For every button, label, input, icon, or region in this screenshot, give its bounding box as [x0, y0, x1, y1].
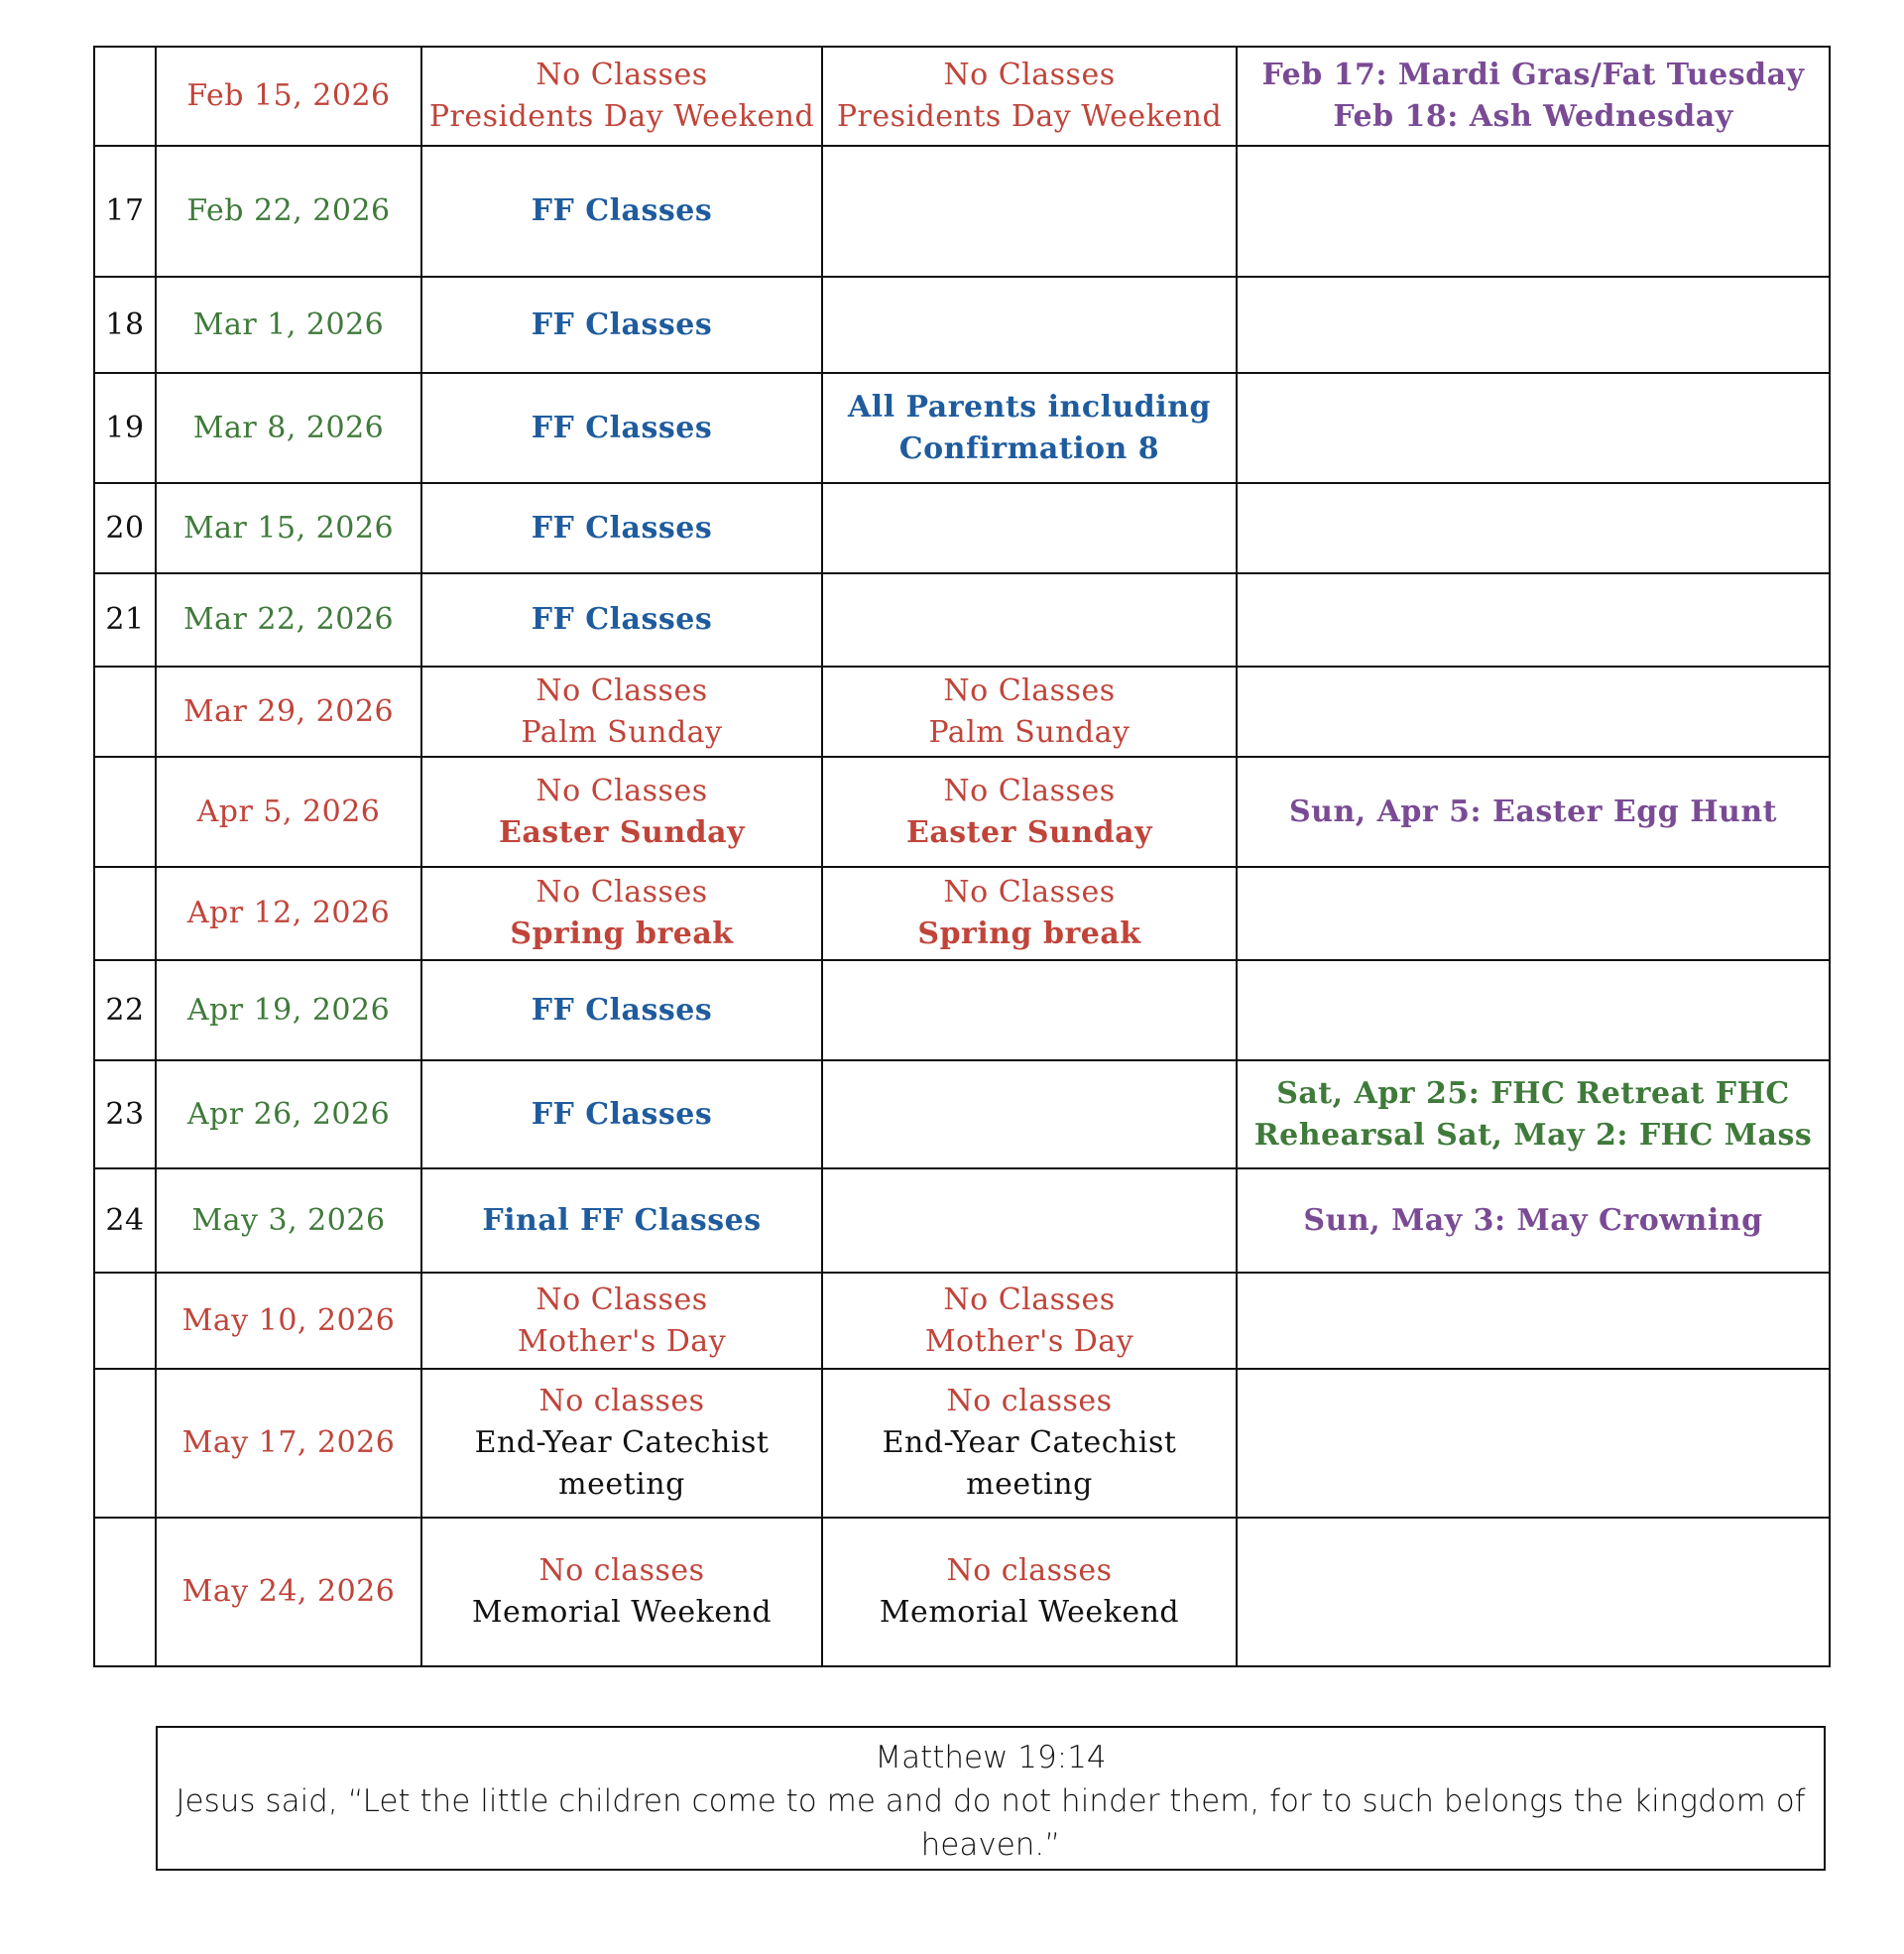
- scripture-quote-box: [156, 1726, 1826, 1871]
- session-date: Mar 8, 2026: [156, 373, 421, 483]
- events-cell: [1237, 1369, 1830, 1518]
- parents-cell: [822, 146, 1237, 277]
- parents-cell: [822, 757, 1237, 867]
- events-cell-line: Rehearsal Sat, May 2: FHC Mass: [1253, 1117, 1813, 1153]
- schedule-row: [94, 757, 1830, 867]
- session-number: [94, 1369, 156, 1518]
- classes-cell-line: meeting: [558, 1467, 685, 1502]
- events-cell: [1237, 373, 1830, 483]
- classes-cell-line: Spring break: [510, 916, 734, 951]
- schedule-row: [94, 1168, 1830, 1273]
- classes-cell-line: No Classes: [536, 672, 708, 708]
- scripture-text-line-2: heaven.”: [920, 1827, 1061, 1863]
- session-number: [94, 1518, 156, 1666]
- parents-cell-line: Memorial Weekend: [879, 1595, 1180, 1630]
- classes-cell: [421, 667, 822, 757]
- parents-cell-line: No Classes: [943, 773, 1116, 808]
- session-number: 17: [94, 146, 156, 277]
- session-date: May 24, 2026: [156, 1518, 421, 1666]
- classes-cell: [421, 1168, 822, 1273]
- parents-cell-line: No Classes: [943, 1282, 1116, 1317]
- events-cell-line: Sat, Apr 25: FHC Retreat FHC: [1276, 1075, 1790, 1111]
- events-cell: [1237, 1518, 1830, 1666]
- parents-cell-line: Confirmation 8: [898, 430, 1160, 466]
- parents-cell-line: All Parents including: [848, 389, 1211, 425]
- parents-cell: [822, 47, 1237, 146]
- events-cell-line: Feb 18: Ash Wednesday: [1333, 99, 1733, 134]
- parents-cell-line: No Classes: [943, 672, 1116, 708]
- classes-cell-line: No classes: [538, 1384, 705, 1418]
- classes-cell: [421, 47, 822, 146]
- classes-cell: [421, 867, 822, 960]
- events-cell: [1237, 757, 1830, 867]
- parents-cell: [822, 573, 1237, 667]
- schedule-row: [94, 146, 1830, 277]
- classes-cell-line: No Classes: [536, 773, 708, 808]
- parents-cell-line: Easter Sunday: [905, 814, 1153, 850]
- classes-cell: [421, 373, 822, 483]
- schedule-row: [94, 960, 1830, 1060]
- parents-cell: [822, 1518, 1237, 1666]
- events-cell-line: Feb 17: Mardi Gras/Fat Tuesday: [1261, 58, 1805, 92]
- parents-cell: [822, 1369, 1237, 1518]
- parents-cell: [822, 1273, 1237, 1369]
- events-cell: [1237, 277, 1830, 373]
- schedule-body: [94, 47, 1830, 1666]
- schedule-row: [94, 373, 1830, 483]
- classes-cell-line: FF Classes: [531, 410, 713, 445]
- classes-cell-line: Palm Sunday: [521, 714, 723, 750]
- schedule-row: [94, 47, 1830, 146]
- events-cell-line: Sun, Apr 5: Easter Egg Hunt: [1288, 794, 1778, 829]
- session-number: [94, 757, 156, 867]
- session-number: [94, 867, 156, 960]
- schedule-row: [94, 1518, 1830, 1666]
- parents-cell: [822, 960, 1237, 1060]
- classes-cell: [421, 1060, 822, 1168]
- session-date: May 17, 2026: [156, 1369, 421, 1518]
- events-cell: [1237, 667, 1830, 757]
- classes-cell-line: Presidents Day Weekend: [428, 99, 815, 134]
- parents-cell: [822, 667, 1237, 757]
- parents-cell-line: Spring break: [917, 916, 1141, 951]
- session-number: [94, 667, 156, 757]
- session-number: [94, 47, 156, 146]
- session-date: Apr 19, 2026: [156, 960, 421, 1060]
- parents-cell: [822, 483, 1237, 573]
- classes-cell: [421, 757, 822, 867]
- parents-cell-line: Palm Sunday: [928, 714, 1130, 750]
- classes-cell: [421, 960, 822, 1060]
- classes-cell: [421, 573, 822, 667]
- parents-cell: [822, 867, 1237, 960]
- classes-cell: [421, 1369, 822, 1518]
- events-cell: [1237, 573, 1830, 667]
- classes-cell-line: FF Classes: [531, 1096, 713, 1132]
- session-date: Apr 5, 2026: [156, 757, 421, 867]
- schedule-row: [94, 667, 1830, 757]
- schedule-row: [94, 483, 1830, 573]
- events-cell: [1237, 483, 1830, 573]
- session-date: May 3, 2026: [156, 1168, 421, 1273]
- scripture-reference: Matthew 19:14: [875, 1740, 1107, 1775]
- classes-cell-line: End-Year Catechist: [474, 1425, 770, 1460]
- events-cell: [1237, 146, 1830, 277]
- session-number: 24: [94, 1168, 156, 1273]
- session-number: 18: [94, 277, 156, 373]
- schedule-row: [94, 867, 1830, 960]
- classes-cell-line: FF Classes: [531, 602, 713, 637]
- session-number: 21: [94, 573, 156, 667]
- parents-cell-line: No Classes: [943, 58, 1116, 92]
- classes-cell: [421, 277, 822, 373]
- session-date: Mar 22, 2026: [156, 573, 421, 667]
- session-date: Mar 15, 2026: [156, 483, 421, 573]
- events-cell: [1237, 47, 1830, 146]
- classes-cell-line: Memorial Weekend: [471, 1595, 773, 1630]
- session-number: 23: [94, 1060, 156, 1168]
- classes-cell-line: Mother's Day: [517, 1323, 727, 1359]
- parents-cell-line: Mother's Day: [924, 1323, 1134, 1359]
- schedule-table: [93, 46, 1831, 1667]
- session-date: Feb 22, 2026: [156, 146, 421, 277]
- parents-cell: [822, 1060, 1237, 1168]
- classes-cell: [421, 1273, 822, 1369]
- classes-cell: [421, 1518, 822, 1666]
- session-date: Feb 15, 2026: [156, 47, 421, 146]
- classes-cell-line: No classes: [538, 1553, 705, 1588]
- parents-cell-line: No classes: [946, 1553, 1113, 1588]
- schedule-row: [94, 573, 1830, 667]
- parents-cell-line: No classes: [946, 1384, 1113, 1418]
- session-date: May 10, 2026: [156, 1273, 421, 1369]
- parents-cell: [822, 277, 1237, 373]
- session-number: 22: [94, 960, 156, 1060]
- events-cell-line: Sun, May 3: May Crowning: [1303, 1202, 1763, 1238]
- events-cell: [1237, 1273, 1830, 1369]
- scripture-text-line-1: Jesus said, “Let the little children come to me and do not hinder them, for to such belongs the kingdom of: [176, 1783, 1806, 1819]
- events-cell: [1237, 960, 1830, 1060]
- classes-cell-line: No Classes: [536, 875, 708, 910]
- session-number: 19: [94, 373, 156, 483]
- classes-cell-line: FF Classes: [531, 306, 713, 342]
- schedule-row: [94, 1273, 1830, 1369]
- events-cell: [1237, 867, 1830, 960]
- schedule-row: [94, 1060, 1830, 1168]
- schedule-row: [94, 277, 1830, 373]
- parents-cell-line: No Classes: [943, 875, 1116, 910]
- events-cell: [1237, 1168, 1830, 1273]
- classes-cell-line: No Classes: [536, 1282, 708, 1317]
- session-date: Mar 1, 2026: [156, 277, 421, 373]
- classes-cell-line: Final FF Classes: [482, 1202, 762, 1238]
- classes-cell: [421, 146, 822, 277]
- session-date: Mar 29, 2026: [156, 667, 421, 757]
- classes-cell-line: FF Classes: [531, 992, 713, 1028]
- session-number: 20: [94, 483, 156, 573]
- session-number: [94, 1273, 156, 1369]
- session-date: Apr 12, 2026: [156, 867, 421, 960]
- parents-cell: [822, 373, 1237, 483]
- schedule-row: [94, 1369, 1830, 1518]
- parents-cell: [822, 1168, 1237, 1273]
- events-cell: [1237, 1060, 1830, 1168]
- parents-cell-line: End-Year Catechist: [882, 1425, 1177, 1460]
- classes-cell-line: FF Classes: [531, 193, 713, 228]
- classes-cell-line: No Classes: [536, 58, 708, 92]
- parents-cell-line: meeting: [966, 1467, 1093, 1502]
- classes-cell-line: FF Classes: [531, 510, 713, 546]
- session-date: Apr 26, 2026: [156, 1060, 421, 1168]
- classes-cell-line: Easter Sunday: [498, 814, 746, 850]
- classes-cell: [421, 483, 822, 573]
- parents-cell-line: Presidents Day Weekend: [836, 99, 1223, 134]
